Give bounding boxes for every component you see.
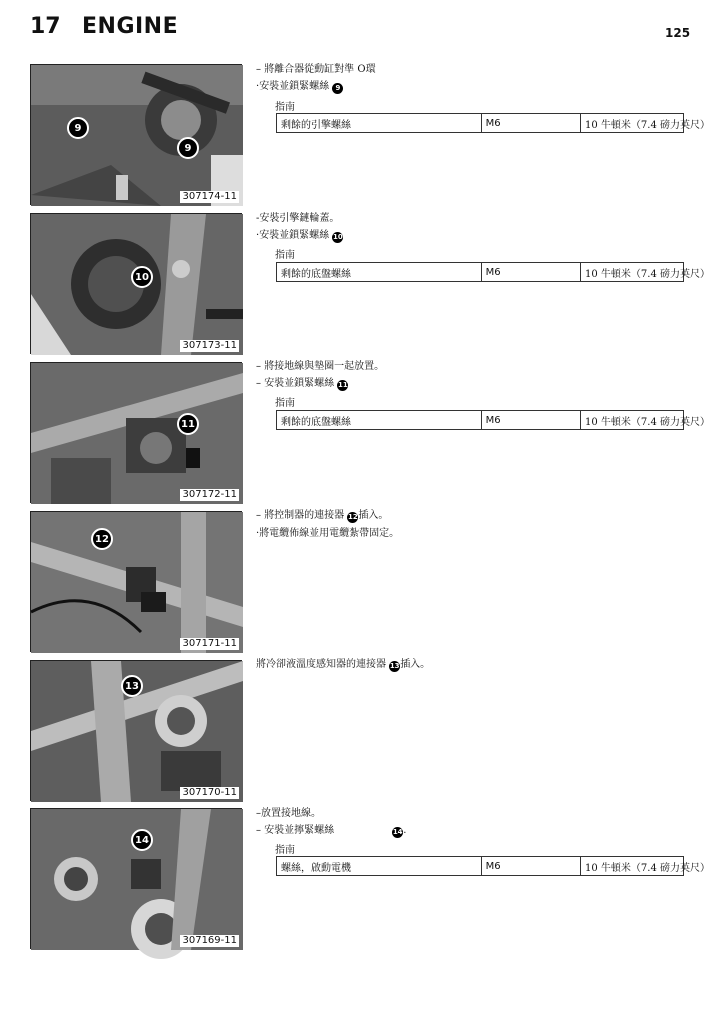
torque-spec-row (276, 856, 710, 876)
marker-10: 10 (131, 266, 153, 288)
spec-torque: 10 牛頓米（7.4 磅力英尺） (585, 268, 710, 280)
engine-photo (30, 64, 242, 205)
spec-item: 剩餘的引擎螺絲 (277, 114, 482, 132)
spec-item: 剩餘的底盤螺絲 (277, 263, 482, 281)
section-number: 17 (30, 14, 61, 39)
marker-13: 13 (121, 675, 143, 697)
photo-illustration (31, 65, 243, 206)
step-text: – 將接地線與墊圈一起放置。 (256, 361, 385, 372)
spec-size: M6 (482, 114, 581, 132)
engine-photo (30, 808, 242, 949)
engine-photo (30, 511, 242, 652)
marker-11: 11 (177, 413, 199, 435)
marker-14: 14 (131, 829, 153, 851)
step-text: ·安裝並鎖緊螺絲 9 (256, 79, 343, 95)
photo-illustration (31, 363, 243, 504)
guide-label: 指南 (275, 398, 295, 409)
callout-10-icon: 10 (333, 233, 343, 241)
spec-torque: 10 牛頓米（7.4 磅力英尺） (585, 862, 710, 874)
callout-9-icon: 9 (332, 83, 343, 94)
step-text: -安裝引擎鏈輪蓋。 (256, 213, 340, 224)
step-text: – 將離合器從動缸對準 O環 (256, 64, 376, 75)
engine-photo (30, 213, 242, 354)
spec-size: M6 (482, 263, 581, 281)
figure-id: 307171-11 (182, 638, 237, 649)
torque-spec-row (276, 113, 710, 133)
step-text: 將冷卻液溫度感知器的連接器 13插入。 (256, 659, 431, 670)
section-title: ENGINE (82, 14, 179, 39)
engine-photo (30, 660, 242, 801)
step-text: ·安裝並鎖緊螺絲 10 (256, 230, 343, 241)
guide-label: 指南 (275, 102, 295, 113)
engine-photo (30, 362, 242, 503)
callout-12-icon: 12 (348, 513, 358, 521)
step-text: – 安裝並擰緊螺絲 14. (256, 825, 407, 836)
spec-size: M6 (482, 411, 581, 429)
step-text: –放置接地線。 (256, 808, 321, 819)
spec-item: 螺絲，啟動電機 (277, 857, 482, 875)
callout-13-icon: 13 (389, 662, 400, 670)
spec-item: 剩餘的底盤螺絲 (277, 411, 482, 429)
figure-id: 307173-11 (182, 340, 237, 351)
figure-id: 307174-11 (182, 191, 237, 202)
spec-torque: 10 牛頓米（7.4 磅力英尺） (585, 119, 710, 131)
marker-12: 12 (91, 528, 113, 550)
callout-14-icon: 14 (392, 828, 403, 836)
step-text: – 安裝並鎖緊螺絲 11 (256, 378, 348, 389)
step-text: ·將電纜佈線並用電纜紮帶固定。 (256, 528, 400, 539)
step-text: – 將控制器的連接器 12插入。 (256, 510, 389, 521)
photo-illustration (31, 512, 243, 653)
marker-9: 9 (177, 137, 199, 159)
figure-id: 307172-11 (182, 489, 237, 500)
callout-11-icon: 11 (338, 381, 348, 389)
spec-size: M6 (482, 857, 581, 875)
figure-id: 307170-11 (182, 787, 237, 798)
page-number: 125 (665, 26, 691, 40)
spec-torque: 10 牛頓米（7.4 磅力英尺） (585, 416, 710, 428)
guide-label: 指南 (275, 250, 295, 261)
guide-label: 指南 (275, 845, 295, 856)
torque-spec-row (276, 410, 710, 430)
torque-spec-row (276, 262, 710, 282)
figure-id: 307169-11 (182, 935, 237, 946)
marker-9: 9 (67, 117, 89, 139)
